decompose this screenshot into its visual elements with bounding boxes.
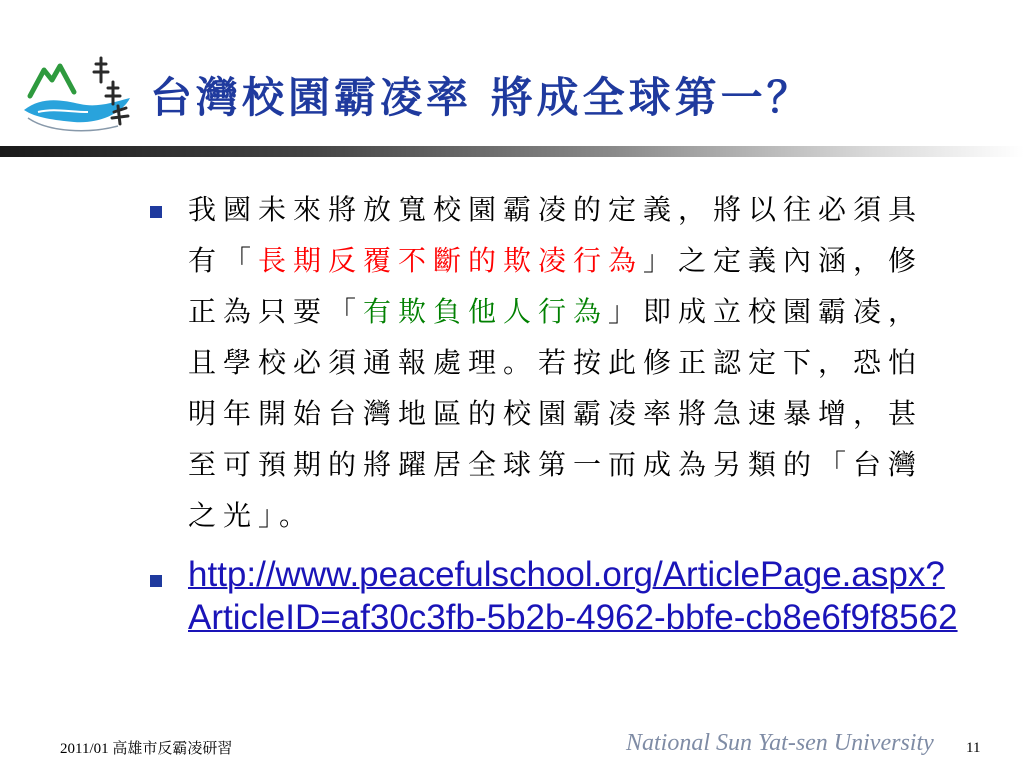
source-link[interactable]: http://www.peacefulschool.org/ArticlePage.aspx?ArticleID=af30c3fb-5b2b-4962-bbfe-cb8e6f9f8562 — [188, 555, 958, 637]
footer-event: 2011/01 高雄市反霸凌研習 — [60, 741, 233, 757]
text-part-1: 我國未來將放寬校園霸凌的定義，將以往必須具有「 — [188, 193, 924, 277]
text-part-3: 」即成立校園霸凌，且學校必須通報處理。若按此修正認定下，恐怕明年開始台灣地區的校園霸凌率將急速暴增，甚至可預期的將躍居全球第一而成為另類的「台灣之光」。 — [188, 295, 924, 532]
footer-university: National Sun Yat-sen University — [626, 730, 934, 756]
bullet-item — [146, 184, 956, 541]
square-bullet-icon — [150, 575, 162, 587]
emphasis-red: 長期反覆不斷的欺凌行為 — [258, 244, 644, 277]
bullet-item — [146, 553, 956, 639]
emphasis-green: 有欺負他人行為 — [363, 295, 609, 328]
slide-content — [146, 184, 956, 639]
page-number: 11 — [966, 740, 981, 756]
slide-title: 台灣校園霸凌率 將成全球第一？ — [150, 73, 813, 122]
square-bullet-icon — [150, 206, 162, 218]
bullet-text — [188, 184, 956, 541]
text-part-2: 」之定義內涵，修正為只要「 — [188, 244, 924, 328]
title-divider — [0, 146, 1024, 157]
nsysu-logo — [18, 52, 136, 134]
